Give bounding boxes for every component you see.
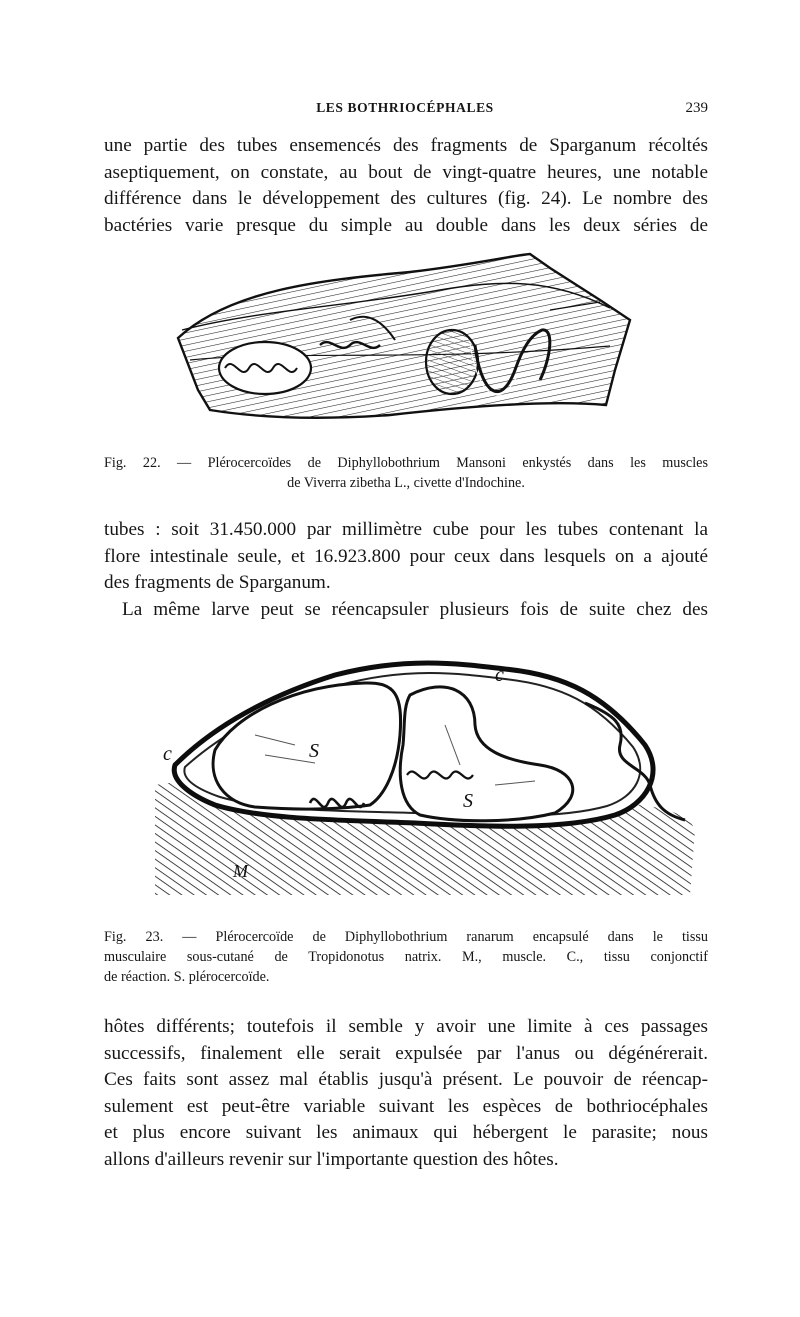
text-line: successifs, finalement elle serait expulsée par l'anus ou dégénérerait.: [104, 1042, 708, 1064]
figure-22-caption: [104, 453, 708, 493]
running-title: LES BOTHRIOCÉPHALES: [316, 100, 494, 115]
figure-23-caption: [104, 927, 708, 987]
text-line: hôtes différents; toutefois il semble y avoir une limite à ces passages: [104, 1016, 708, 1037]
caption-line: Fig. 23. — Plérocercoïde de Diphyllobothrium ranarum encapsulé dans le tissu: [104, 929, 708, 945]
text-line: différence dans le développement des cultures (fig. 24). Le nombre des: [104, 188, 708, 209]
text-line: des fragments de Sparganum.: [104, 572, 331, 593]
paragraph-2: [104, 517, 708, 623]
text-line: tubes : soit 31.450.000 par millimètre cube pour les tubes contenant la: [104, 519, 708, 540]
label-s-left: S: [309, 740, 319, 762]
text-line: aseptiquement, on constate, au bout de vingt-quatre heures, une notable: [104, 161, 708, 183]
text-line: sulement est peut-être variable suivant les espèces de bothriocéphales: [104, 1095, 708, 1117]
label-s-right: S: [463, 790, 473, 812]
text-line: Ces faits sont assez mal établis jusqu'à présent. Le pouvoir de réencap-: [104, 1069, 708, 1090]
caption-line: musculaire sous-cutané de Tropidonotus natrix. M., muscle. C., tissu conjonctif: [104, 949, 708, 965]
figure-23-illustration: [145, 655, 700, 900]
text-line: une partie des tubes ensemencés des fragments de Sparganum récoltés: [104, 135, 708, 156]
caption-line: de Viverra zibetha L., civette d'Indochine.: [287, 475, 525, 491]
label-c-left: c: [163, 743, 172, 765]
label-m: M: [233, 861, 248, 881]
page-number: 239: [685, 100, 708, 116]
paragraph-1: [104, 133, 708, 239]
text-line: et plus encore suivant les animaux qui hébergent le parasite; nous: [104, 1122, 708, 1143]
caption-line: de réaction. S. plérocercoïde.: [104, 969, 270, 985]
label-c-top: c: [495, 664, 504, 686]
page-header: [102, 100, 708, 122]
text-line: La même larve peut se réencapsuler plusieurs fois de suite chez des: [122, 598, 708, 620]
figure-22-illustration: [170, 250, 640, 445]
text-line: allons d'ailleurs revenir sur l'importante question des hôtes.: [104, 1148, 559, 1170]
paragraph-3: [104, 1014, 708, 1173]
text-line: flore intestinale seule, et 16.923.800 pour ceux dans lesquels on a ajouté: [104, 545, 708, 567]
text-line: bactéries varie presque du simple au double dans les deux séries de: [104, 214, 708, 236]
caption-line: Fig. 22. — Plérocercoïdes de Diphyllobothrium Mansoni enkystés dans les muscles: [104, 455, 708, 471]
